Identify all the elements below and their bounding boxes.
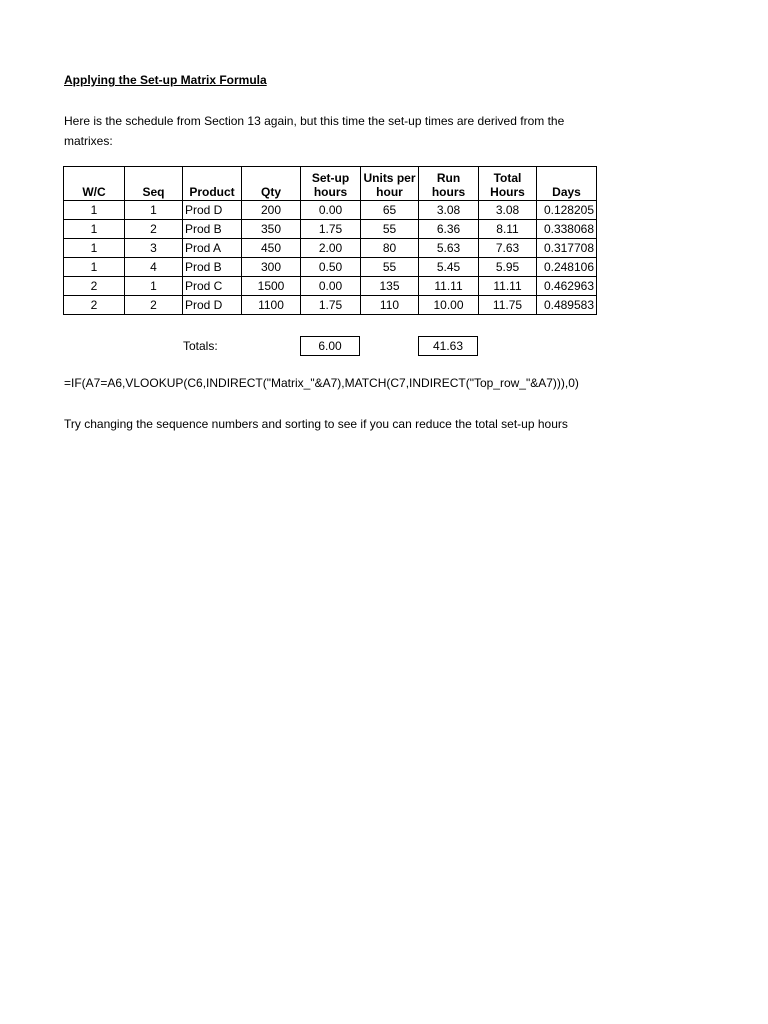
cell-qty[interactable]: 350: [242, 220, 301, 239]
page-title: Applying the Set-up Matrix Formula: [64, 73, 267, 87]
table-row: [64, 258, 597, 277]
table-row: [64, 296, 597, 315]
cell-wc[interactable]: 2: [64, 296, 125, 315]
cell-product[interactable]: Prod C: [183, 277, 242, 296]
cell-days[interactable]: 0.338068: [537, 220, 597, 239]
header-days[interactable]: Days: [537, 167, 597, 201]
cell-product[interactable]: Prod A: [183, 239, 242, 258]
cell-run-hours[interactable]: 3.08: [419, 201, 479, 220]
cell-qty[interactable]: 450: [242, 239, 301, 258]
cell-setup-hours[interactable]: 2.00: [301, 239, 361, 258]
table-row: [64, 277, 597, 296]
header-qty[interactable]: Qty: [242, 167, 301, 201]
cell-seq[interactable]: 2: [125, 220, 183, 239]
schedule-table: [63, 166, 597, 315]
cell-qty[interactable]: 200: [242, 201, 301, 220]
cell-setup-hours[interactable]: 0.00: [301, 201, 361, 220]
cell-qty[interactable]: 1500: [242, 277, 301, 296]
cell-setup-hours[interactable]: 1.75: [301, 220, 361, 239]
cell-qty[interactable]: 1100: [242, 296, 301, 315]
cell-product[interactable]: Prod D: [183, 201, 242, 220]
header-wc[interactable]: W/C: [64, 167, 125, 201]
instruction-text: Try changing the sequence numbers and sorting to see if you can reduce the total set-up hours: [64, 417, 568, 431]
cell-wc[interactable]: 1: [64, 220, 125, 239]
cell-days[interactable]: 0.462963: [537, 277, 597, 296]
cell-seq[interactable]: 1: [125, 277, 183, 296]
cell-seq[interactable]: 2: [125, 296, 183, 315]
cell-wc[interactable]: 1: [64, 239, 125, 258]
cell-run-hours[interactable]: 5.63: [419, 239, 479, 258]
cell-product[interactable]: Prod B: [183, 258, 242, 277]
cell-run-hours[interactable]: 5.45: [419, 258, 479, 277]
cell-run-hours[interactable]: 11.11: [419, 277, 479, 296]
header-run-hours[interactable]: Run hours: [419, 167, 479, 201]
cell-days[interactable]: 0.128205: [537, 201, 597, 220]
cell-run-hours[interactable]: 6.36: [419, 220, 479, 239]
cell-qty[interactable]: 300: [242, 258, 301, 277]
intro-line-2: matrixes:: [64, 134, 113, 148]
cell-days[interactable]: 0.317708: [537, 239, 597, 258]
cell-units-per-hour[interactable]: 65: [361, 201, 419, 220]
cell-total-hours[interactable]: 5.95: [479, 258, 537, 277]
intro-line-1: Here is the schedule from Section 13 again, but this time the set-up times are derived from the: [64, 114, 565, 128]
table-header-row: [64, 167, 597, 201]
cell-total-hours[interactable]: 7.63: [479, 239, 537, 258]
cell-units-per-hour[interactable]: 110: [361, 296, 419, 315]
table-row: [64, 239, 597, 258]
cell-days[interactable]: 0.248106: [537, 258, 597, 277]
cell-wc[interactable]: 1: [64, 258, 125, 277]
header-seq[interactable]: Seq: [125, 167, 183, 201]
cell-seq[interactable]: 3: [125, 239, 183, 258]
cell-units-per-hour[interactable]: 80: [361, 239, 419, 258]
cell-seq[interactable]: 1: [125, 201, 183, 220]
cell-setup-hours[interactable]: 0.50: [301, 258, 361, 277]
total-run-hours[interactable]: 41.63: [418, 336, 478, 356]
cell-total-hours[interactable]: 11.75: [479, 296, 537, 315]
cell-product[interactable]: Prod D: [183, 296, 242, 315]
cell-wc[interactable]: 1: [64, 201, 125, 220]
cell-units-per-hour[interactable]: 55: [361, 258, 419, 277]
header-product[interactable]: Product: [183, 167, 242, 201]
totals-label: Totals:: [183, 339, 218, 353]
header-setup-hours[interactable]: Set-up hours: [301, 167, 361, 201]
cell-wc[interactable]: 2: [64, 277, 125, 296]
cell-setup-hours[interactable]: 1.75: [301, 296, 361, 315]
cell-days[interactable]: 0.489583: [537, 296, 597, 315]
cell-total-hours[interactable]: 11.11: [479, 277, 537, 296]
cell-setup-hours[interactable]: 0.00: [301, 277, 361, 296]
cell-seq[interactable]: 4: [125, 258, 183, 277]
cell-run-hours[interactable]: 10.00: [419, 296, 479, 315]
formula-text[interactable]: =IF(A7=A6,VLOOKUP(C6,INDIRECT("Matrix_"&A7),MATCH(C7,INDIRECT("Top_row_"&A7))),0): [64, 376, 579, 390]
cell-total-hours[interactable]: 3.08: [479, 201, 537, 220]
cell-total-hours[interactable]: 8.11: [479, 220, 537, 239]
table-row: [64, 220, 597, 239]
cell-units-per-hour[interactable]: 135: [361, 277, 419, 296]
cell-product[interactable]: Prod B: [183, 220, 242, 239]
header-total-hours[interactable]: Total Hours: [479, 167, 537, 201]
table-row: [64, 201, 597, 220]
total-setup-hours[interactable]: 6.00: [300, 336, 360, 356]
cell-units-per-hour[interactable]: 55: [361, 220, 419, 239]
header-units-per-hour[interactable]: Units per hour: [361, 167, 419, 201]
intro-paragraph: [64, 111, 624, 151]
